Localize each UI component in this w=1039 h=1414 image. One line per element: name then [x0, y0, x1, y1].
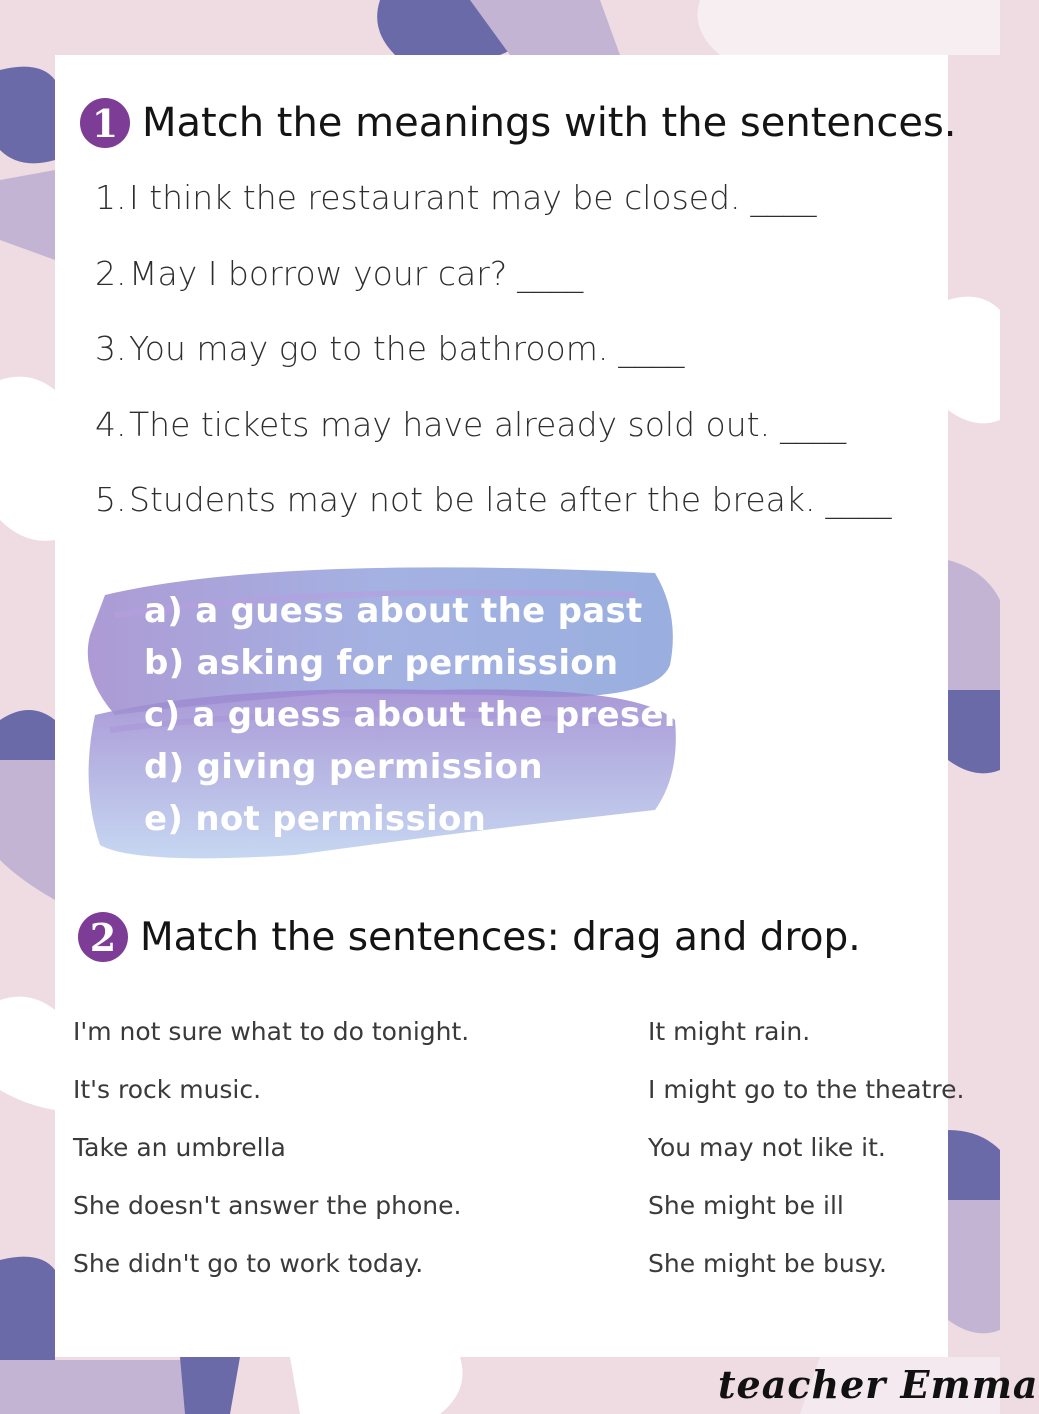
drop-target[interactable]: It might rain.	[648, 1017, 811, 1046]
drop-target-list	[648, 1010, 964, 1300]
option-c: c) a guess about the present	[144, 695, 705, 735]
drag-item[interactable]: I'm not sure what to do tonight.	[73, 1017, 470, 1046]
exercise1-title: Match the meanings with the sentences.	[142, 100, 957, 146]
drag-source-list	[73, 1010, 469, 1300]
drag-item[interactable]: It's rock music.	[73, 1075, 262, 1104]
option-a: a) a guess about the past	[144, 591, 643, 631]
answer-blank[interactable]: ____	[750, 178, 817, 217]
answer-blank[interactable]: ____	[618, 329, 685, 368]
sentence-item: 3. You may go to the bathroom. ____	[95, 329, 892, 405]
sentence-item: 1. I think the restaurant may be closed. ____	[95, 178, 892, 254]
teacher-signature: teacher Emma	[718, 1362, 1039, 1407]
sentence-text: You may go to the bathroom.	[129, 329, 609, 368]
sentence-item: 4. The tickets may have already sold out. ____	[95, 405, 892, 481]
exercise2-number-badge: 2	[78, 912, 128, 962]
sentence-text: Students may not be late after the break.	[129, 480, 816, 519]
exercise2-heading	[78, 912, 861, 962]
option-b: b) asking for permission	[144, 643, 619, 683]
drop-target[interactable]: She might be ill	[648, 1191, 844, 1220]
sentence-item: 2. May I borrow your car? ____	[95, 254, 892, 330]
drag-item[interactable]: She didn't go to work today.	[73, 1249, 424, 1278]
option-e: e) not permission	[144, 799, 487, 839]
drop-target[interactable]: She might be busy.	[648, 1249, 887, 1278]
sentence-text: I think the restaurant may be closed.	[129, 178, 741, 217]
answer-blank[interactable]: ____	[825, 480, 892, 519]
answer-blank[interactable]: ____	[517, 253, 584, 293]
option-d: d) giving permission	[144, 747, 543, 787]
drop-target[interactable]: You may not like it.	[648, 1133, 886, 1162]
sentence-item: 5. Students may not be late after the break. ____	[95, 480, 892, 556]
drag-item[interactable]: She doesn't answer the phone.	[73, 1191, 462, 1220]
exercise1-number-badge: 1	[80, 98, 130, 148]
sentence-text: The tickets may have already sold out.	[129, 404, 771, 444]
drag-item[interactable]: Take an umbrella	[73, 1133, 286, 1162]
answer-blank[interactable]: ____	[780, 404, 847, 444]
sentence-text: May I borrow your car?	[129, 253, 508, 293]
exercise1-sentence-list	[95, 178, 892, 556]
exercise2-title: Match the sentences: drag and drop.	[140, 914, 861, 960]
meaning-options	[144, 585, 705, 845]
exercise1-heading	[80, 98, 957, 148]
drop-target[interactable]: I might go to the theatre.	[648, 1075, 965, 1104]
